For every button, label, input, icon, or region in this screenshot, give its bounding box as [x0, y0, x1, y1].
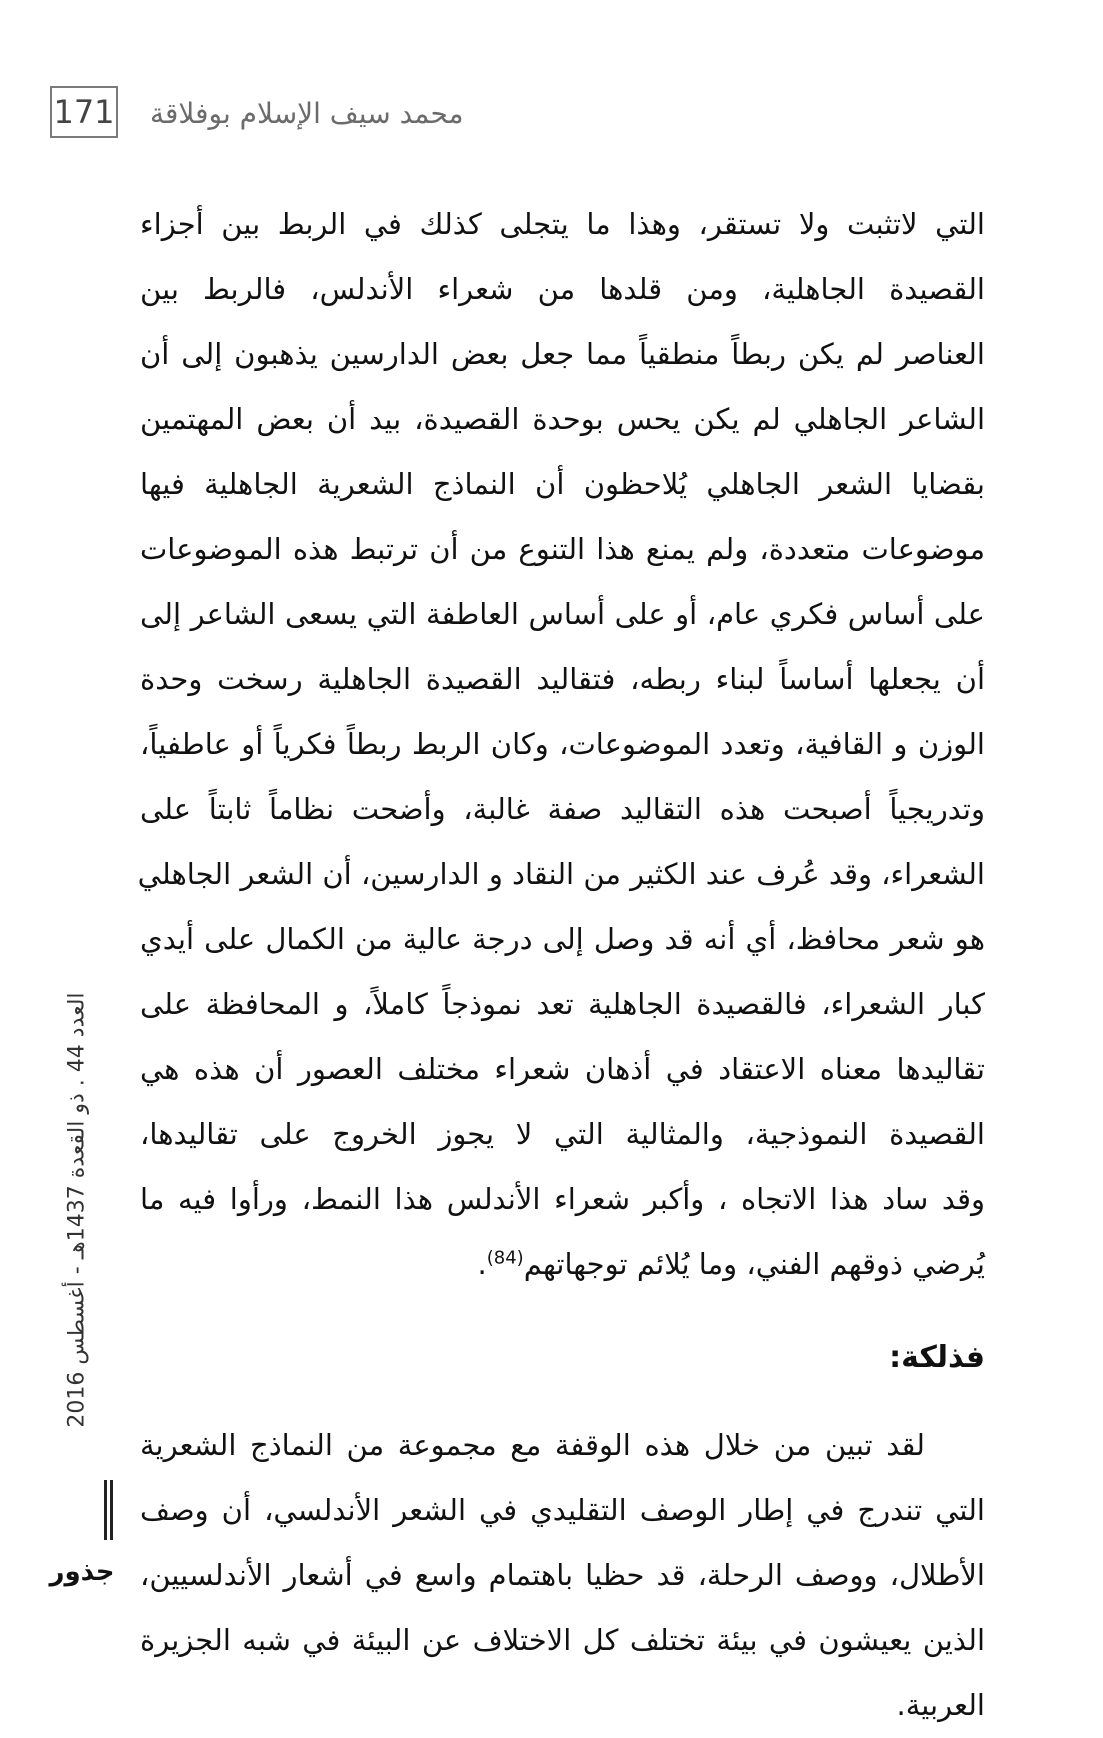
section-heading: فذلكة: — [889, 1340, 985, 1375]
paragraph-2 — [140, 1413, 985, 1738]
page-number: 171 — [50, 86, 118, 138]
text-line: أن يجعلها أساساً لبناء ربطه، فتقاليد القصيدة الجاهلية رسخت وحدة — [140, 662, 985, 696]
text-line: الذين يعيشون في بيئة تختلف كل الاختلاف عن البيئة في شبه الجزيرة — [140, 1623, 985, 1657]
text-line: الأطلال، ووصف الرحلة، قد حظيا باهتمام واسع في أشعار الأندلسيين، — [140, 1558, 985, 1592]
side-divider-rule — [110, 1480, 113, 1540]
text-line: على أساس فكري عام، أو على أساس العاطفة التي يسعى الشاعر إلى — [140, 597, 985, 631]
text-line: تقاليدها معناه الاعتقاد في أذهان شعراء مختلف العصور أن هذه هي — [140, 1052, 985, 1086]
text-line: الشعراء، وقد عُرف عند الكثير من النقاد و الدارسين، أن الشعر الجاهلي — [137, 857, 985, 891]
text-line: بقضايا الشعر الجاهلي يُلاحظون أن النماذج الشعرية الجاهلية فيها — [140, 467, 985, 501]
footnote-reference[interactable]: (84) — [486, 1247, 524, 1269]
issue-info: العدد 44 . ذو القعدة 1437هـ - أغسطس 2016 — [64, 992, 90, 1428]
text-line: كبار الشعراء، فالقصيدة الجاهلية تعد نموذجاً كاملاً، و المحافظة على — [140, 987, 985, 1021]
text-line: التي تندرج في إطار الوصف التقليدي في الشعر الأندلسي، أن وصف — [140, 1493, 985, 1527]
paragraph-1-end-mark: . — [477, 1247, 487, 1281]
text-line-last — [140, 1232, 985, 1297]
text-line: القصيدة الجاهلية، ومن قلدها من شعراء الأندلس، فالربط بين — [140, 272, 985, 306]
text-line: الوزن و القافية، وتعدد الموضوعات، وكان الربط ربطاً فكرياً أو عاطفياً، — [140, 727, 985, 761]
text-line: وقد ساد هذا الاتجاه ، وأكبر شعراء الأندلس هذا النمط، ورأوا فيه ما — [140, 1182, 985, 1216]
text-line: هو شعر محافظ، أي أنه قد وصل إلى درجة عالية من الكمال على أيدي — [140, 922, 985, 956]
text-line: وتدريجياً أصبحت هذه التقاليد صفة غالبة، وأضحت نظاماً ثابتاً على — [140, 792, 985, 826]
text-line: العناصر لم يكن ربطاً منطقياً مما جعل بعض الدارسين يذهبون إلى أن — [140, 337, 985, 371]
text-line: موضوعات متعددة، ولم يمنع هذا التنوع من أن ترتبط هذه الموضوعات — [140, 532, 985, 566]
side-divider-rule — [104, 1480, 107, 1540]
text-line-last: العربية. — [896, 1688, 985, 1722]
text-line: لقد تبين من خلال هذه الوقفة مع مجموعة من النماذج الشعرية — [140, 1428, 925, 1462]
text-line: القصيدة النموذجية، والمثالية التي لا يجوز الخروج على تقاليدها، — [140, 1117, 985, 1151]
text-line: الشاعر الجاهلي لم يكن يحس بوحدة القصيدة، بيد أن بعض المهتمين — [140, 402, 985, 436]
text-line: التي لاتثبت ولا تستقر، وهذا ما يتجلى كذلك في الربط بين أجزاء — [140, 207, 985, 241]
body-text — [137, 192, 985, 1738]
paragraph-1-last-text: يُرضي ذوقهم الفني، وما يُلائم توجهاتهم — [523, 1247, 985, 1281]
issue-info-band — [52, 950, 102, 1470]
journal-logo: جذور — [49, 1557, 115, 1587]
paragraph-1 — [137, 192, 985, 1297]
running-head-author: محمد سيف الإسلام بوفلاقة — [150, 97, 464, 130]
